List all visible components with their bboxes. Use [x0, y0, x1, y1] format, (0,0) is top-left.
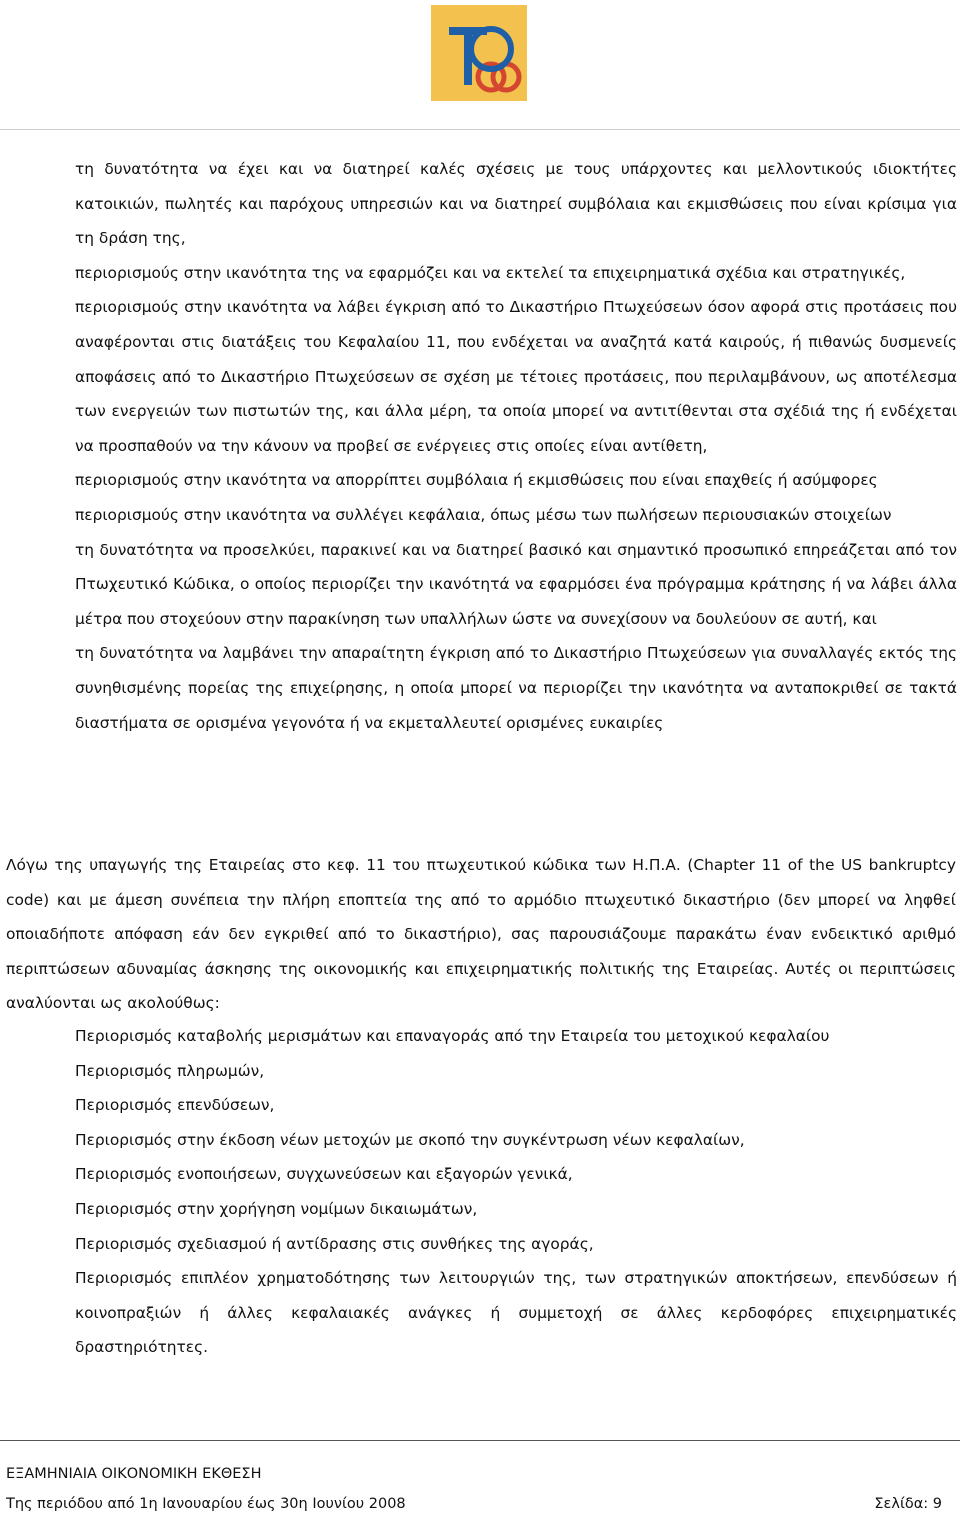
header-divider [0, 129, 960, 130]
footer-report-title: ΕΞΑΜΗΝΙΑΙΑ ΟΙΚΟΝΟΜΙΚΗ ΕΚΘΕΣΗ [6, 1466, 262, 1482]
list-item: Περιορισμός στην χορήγηση νομίμων δικαιωμάτων, [75, 1199, 478, 1218]
list-item: Περιορισμός στην έκδοση νέων μετοχών με σκοπό την συγκέντρωση νέων κεφαλαίων, [75, 1130, 745, 1149]
list-item: Περιορισμός πληρωμών, [75, 1061, 265, 1080]
logo-icon [431, 5, 527, 101]
list-item: Περιορισμός επενδύσεων, [75, 1096, 275, 1115]
limitations-list [75, 152, 957, 740]
list-item: περιορισμούς στην ικανότητα να απορρίπτει συμβόλαια ή εκμισθώσεις που είναι επαχθείς ή ασύμφορες [75, 471, 878, 490]
list-item: τη δυνατότητα να έχει και να διατηρεί καλές σχέσεις με τους υπάρχοντες και μελλοντικούς ιδιοκτήτες κατοικιών, πωλητές και παρόχους υπηρεσιών και να διατηρεί συμβόλαια και εκμισθώσεις που είναι κρίσιμα για τη δράση της, [75, 160, 957, 248]
intro-paragraph: Λόγω της υπαγωγής της Εταιρείας στο κεφ. 11 του πτωχευτικού κώδικα των Η.Π.Α. (Chapter 11 of the US bankruptcy code) και με άμεση συνέπεια την πλήρη εποπτεία της από το αρμόδιο πτωχευτικό δικαστήριο (δεν μπορεί να ληφθεί οποιαδήποτε απόφαση εάν δεν εγκριθεί από το δικαστήριο), σας παρουσιάζουμε παρακάτω έναν ενδεικτικό αριθμό περιπτώσεων αδυναμίας άσκησης της οικονομικής και επιχειρηματικής πολιτικής της Εταιρείας. Αυτές οι περιπτώσεις αναλύονται ως ακολούθως: [6, 856, 956, 1013]
list-item: Περιορισμός καταβολής μερισμάτων και επαναγοράς από την Εταιρεία του μετοχικού κεφαλαίου [75, 1027, 830, 1045]
list-item: περιορισμούς στην ικανότητα να λάβει έγκριση από το Δικαστήριο Πτωχεύσεων όσον αφορά στις προτάσεις που αναφέρονται στις διατάξεις του Κεφαλαίου 11, που ενδέχεται να αναζητά κατά καιρούς, ή πιθανώς δυσμενείς αποφάσεις από το Δικαστήριο Πτωχεύσεων σε σχέση με τέτοιες προτάσεις, που περιλαμβάνουν, ως αποτέλεσμα των ενεργειών των πιστωτών της, και άλλα μέρη, τα οποία μπορεί να αντιτίθενται στα σχέδιά της ή ενδέχεται να προσπαθούν να την κάνουν να προβεί σε ενέργειες στις οποίες είναι αντίθετη, [75, 298, 957, 455]
footer-period: Της περιόδου από 1η Ιανουαρίου έως 30η Ιουνίου 2008 [6, 1496, 406, 1512]
cases-list [75, 1019, 957, 1365]
page-number: Σελίδα: 9 [874, 1496, 942, 1512]
list-item: Περιορισμός ενοποιήσεων, συγχωνεύσεων και εξαγορών γενικά, [75, 1165, 573, 1184]
list-item: τη δυνατότητα να λαμβάνει την απαραίτητη έγκριση από το Δικαστήριο Πτωχεύσεων για συναλλαγές εκτός της συνηθισμένης πορείας της επιχείρησης, η οποία μπορεί να περιορίζει την ικανότητα να ανταποκριθεί σε τακτά διαστήματα σε ορισμένα γεγονότα ή να εκμεταλλευτεί ορισμένες ευκαιρίες [75, 644, 957, 732]
list-item: Περιορισμός επιπλέον χρηματοδότησης των λειτουργιών της, των στρατηγικών αποκτήσεων, επενδύσεων ή κοινοπραξιών ή άλλες κεφαλαιακές ανάγκες ή συμμετοχή σε άλλες κερδοφόρες επιχειρηματικές δραστηριότητες. [75, 1269, 957, 1357]
list-item: περιορισμούς στην ικανότητα να συλλέγει κεφάλαια, όπως μέσω των πωλήσεων περιουσιακών στοιχείων [75, 505, 892, 524]
list-item: Περιορισμός σχεδιασμού ή αντίδρασης στις συνθήκες της αγοράς, [75, 1234, 594, 1253]
list-item: περιορισμούς στην ικανότητα της να εφαρμόζει και να εκτελεί τα επιχειρηματικά σχέδια και στρατηγικές, [75, 263, 906, 282]
list-item: τη δυνατότητα να προσελκύει, παρακινεί και να διατηρεί βασικό και σημαντικό προσωπικό επηρεάζεται από τον Πτωχευτικό Κώδικα, ο οποίος περιορίζει την ικανότητά να εφαρμόσει ένα πρόγραμμα κράτησης ή να λάβει άλλα μέτρα που στοχεύουν στην παρακίνηση των υπαλλήλων ώστε να συνεχίσουν να δουλεύουν σε αυτή, και [75, 540, 957, 628]
footer-divider [0, 1440, 960, 1441]
company-logo [431, 5, 527, 101]
